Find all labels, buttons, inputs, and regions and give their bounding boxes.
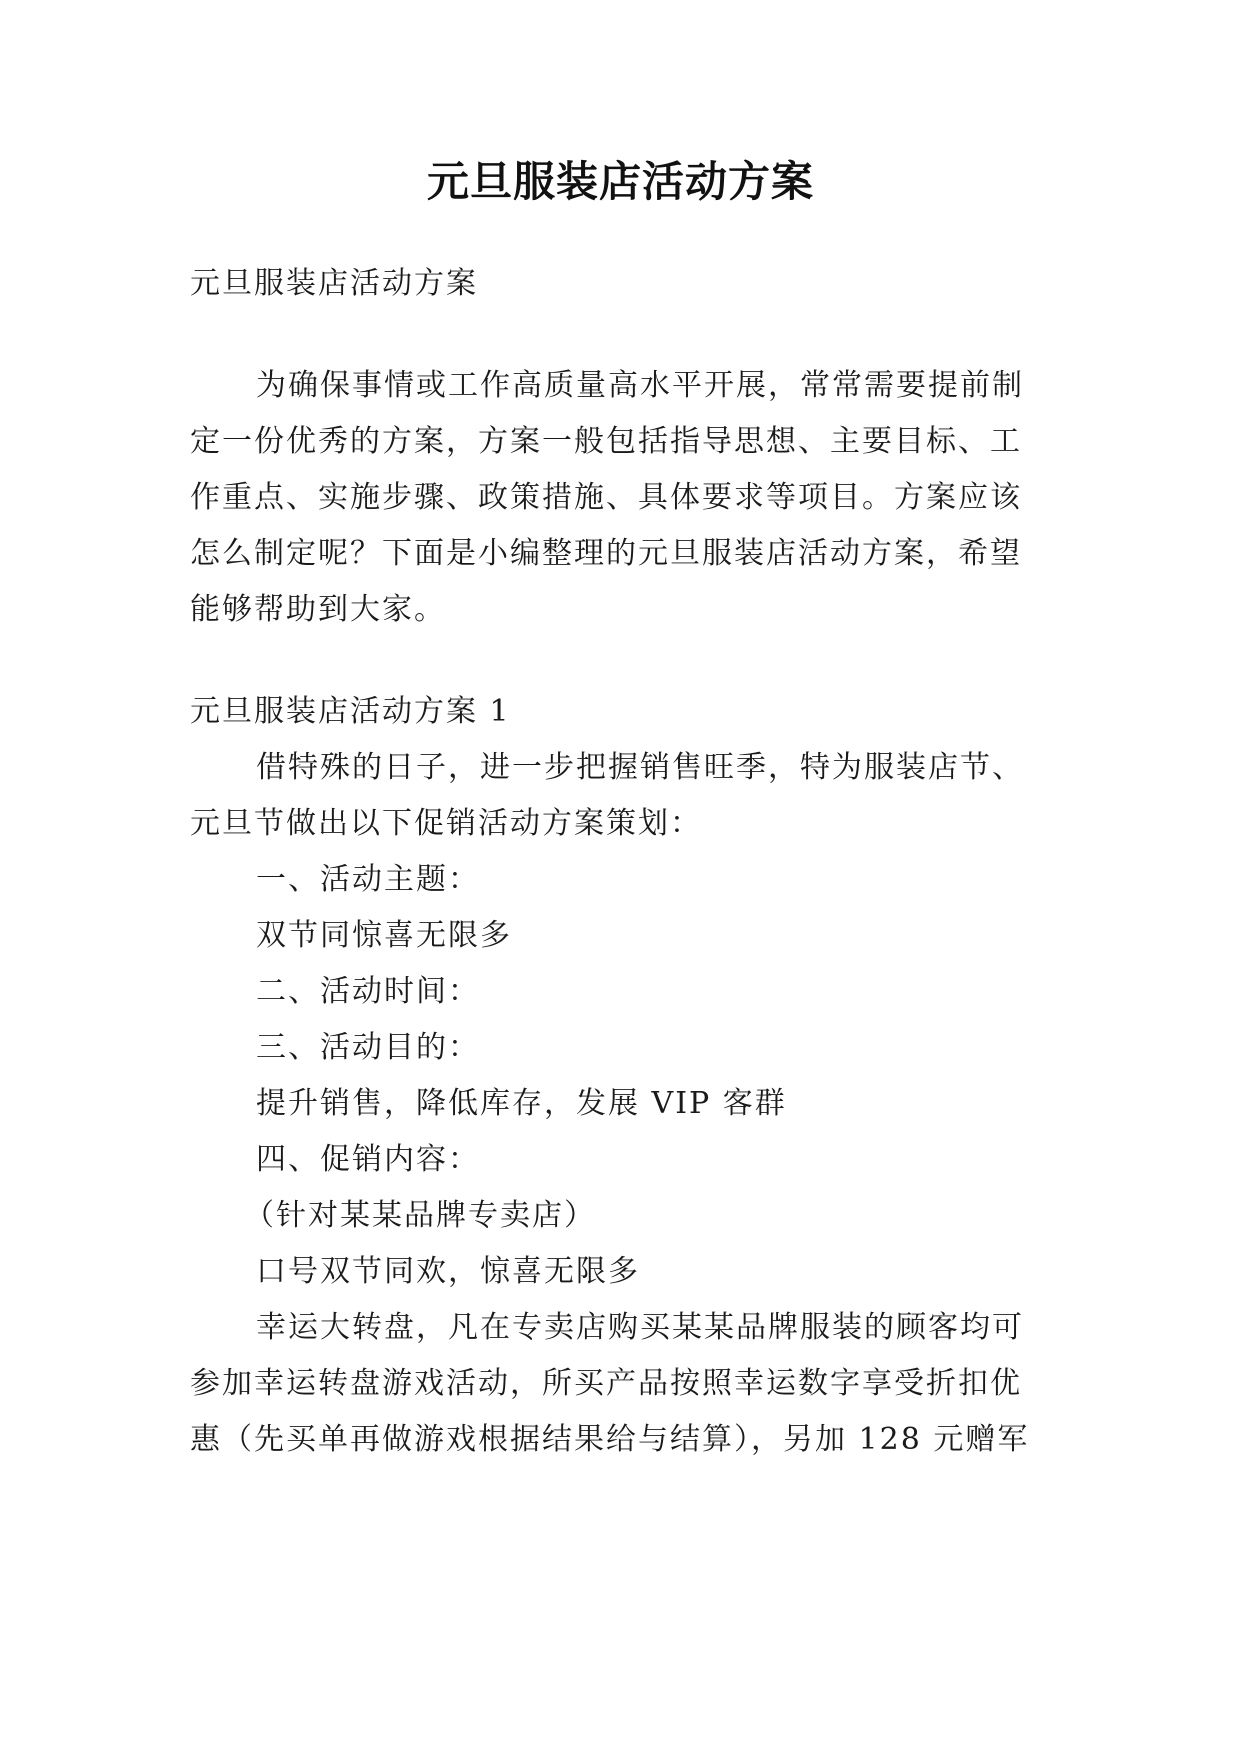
intro-line: 能够帮助到大家。 <box>190 592 446 627</box>
body-line: 四、促销内容： <box>256 1142 480 1177</box>
body-line: （针对某某品牌专卖店） <box>244 1198 596 1233</box>
document-subtitle: 元旦服装店活动方案 <box>190 266 478 301</box>
body-line: 幸运大转盘，凡在专卖店购买某某品牌服装的顾客均可 <box>256 1310 1024 1345</box>
body-line: 元旦节做出以下促销活动方案策划： <box>190 806 702 841</box>
intro-line: 定一份优秀的方案，方案一般包括指导思想、主要目标、工 <box>190 424 1022 459</box>
body-line: 口号双节同欢，惊喜无限多 <box>256 1254 640 1289</box>
intro-line: 为确保事情或工作高质量高水平开展，常常需要提前制 <box>256 368 1024 403</box>
body-line: 一、活动主题： <box>256 862 480 897</box>
section-heading: 元旦服装店活动方案 1 <box>190 694 511 729</box>
intro-line: 作重点、实施步骤、政策措施、具体要求等项目。方案应该 <box>190 480 1022 515</box>
intro-line: 怎么制定呢？下面是小编整理的元旦服装店活动方案，希望 <box>190 536 1022 571</box>
body-line: 双节同惊喜无限多 <box>256 918 512 953</box>
body-line: 参加幸运转盘游戏活动，所买产品按照幸运数字享受折扣优 <box>190 1366 1022 1401</box>
body-line: 惠（先买单再做游戏根据结果给与结算），另加 128 元赠军 <box>190 1422 1030 1457</box>
body-line: 三、活动目的： <box>256 1030 480 1065</box>
body-line: 提升销售，降低库存，发展 VIP 客群 <box>256 1086 787 1121</box>
body-line: 二、活动时间： <box>256 974 480 1009</box>
body-line: 借特殊的日子，进一步把握销售旺季，特为服装店节、 <box>256 750 1024 785</box>
document-title: 元旦服装店活动方案 <box>426 157 814 206</box>
